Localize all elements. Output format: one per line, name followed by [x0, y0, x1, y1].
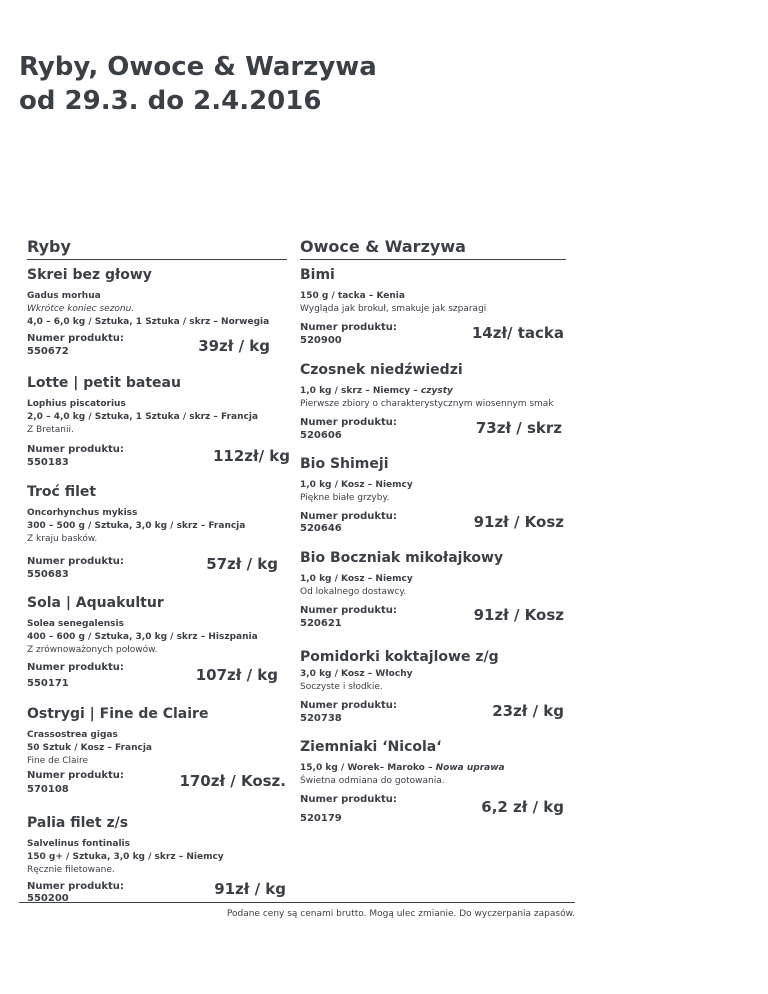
product-note: Piękne białe grzyby. [300, 493, 390, 503]
product-number: 570108 [27, 784, 69, 795]
column-heading-fish: Ryby [27, 237, 287, 260]
product-number: 550171 [27, 678, 69, 689]
product-number-label: Numer produktu: [27, 556, 124, 567]
product-ziemniaki [300, 738, 505, 788]
page-title-line1: Ryby, Owoce & Warzywa [19, 52, 377, 82]
product-number: 520646 [300, 523, 342, 534]
product-number: 550200 [27, 893, 69, 904]
product-spec: 150 g+ / Sztuka, 3,0 kg / skrz – Niemcy [27, 852, 224, 862]
product-skrei [27, 266, 269, 329]
product-number-label: Numer produktu: [300, 700, 397, 711]
product-ostrygi [27, 705, 208, 768]
product-number-label: Numer produktu: [27, 881, 124, 892]
product-number: 520179 [300, 813, 342, 824]
product-name: Bio Boczniak mikołajkowy [300, 550, 504, 566]
product-spec: 15,0 kg / Worek– Maroko – Nowa uprawa [300, 763, 505, 773]
product-note: Soczyste i słodkie. [300, 682, 383, 692]
page-title-line2: od 29.3. do 2.4.2016 [19, 86, 322, 116]
product-number: 520621 [300, 618, 342, 629]
product-note: Z Bretanii. [27, 425, 74, 435]
product-spec: 150 g / tacka – Kenia [300, 291, 405, 301]
product-spec: 2,0 – 4,0 kg / Sztuka, 1 Sztuka / skrz – Francja [27, 412, 259, 422]
product-price: 112zł/ kg [212, 447, 290, 465]
product-price: 6,2 zł / kg [481, 798, 564, 816]
product-number-label: Numer produktu: [27, 662, 124, 673]
product-number-label: Numer produktu: [300, 794, 397, 805]
product-name: Bimi [300, 267, 335, 283]
product-spec: 50 Sztuk / Kosz – Francja [27, 743, 152, 753]
product-note: Od lokalnego dostawcy. [300, 587, 407, 597]
product-note: Ręcznie filetowane. [27, 865, 115, 875]
product-number: 520606 [300, 430, 342, 441]
product-pomidorki [300, 648, 499, 694]
product-price: 73zł / skrz [475, 419, 562, 437]
product-number: 550672 [27, 346, 69, 357]
product-note: Pierwsze zbiory o charakterystycznym wiosennym smak [300, 399, 554, 409]
product-note: Wygląda jak brokuł, smakuje jak szparagi [300, 304, 487, 314]
product-name: Ostrygi | Fine de Claire [27, 706, 209, 722]
column-heading-produce: Owoce & Warzywa [300, 237, 566, 260]
product-spec-italic: czysty [420, 386, 453, 396]
product-spec: 400 – 600 g / Sztuka, 3,0 kg / skrz – Hiszpania [27, 632, 258, 642]
product-latin-name: Crassostrea gigas [27, 730, 118, 740]
product-latin-name: Solea senegalensis [27, 619, 124, 629]
product-number: 520738 [300, 713, 342, 724]
product-number-label: Numer produktu: [300, 417, 397, 428]
product-spec: 1,0 kg / Kosz – Niemcy [300, 574, 413, 584]
product-price: 91zł / Kosz [473, 606, 564, 624]
product-spec: 4,0 – 6,0 kg / Sztuka, 1 Sztuka / skrz – Norwegia [27, 317, 270, 327]
product-name: Sola | Aquakultur [27, 595, 164, 611]
product-number-label: Numer produktu: [300, 511, 397, 522]
product-palia [27, 814, 224, 877]
product-sola [27, 594, 258, 657]
product-note: Z zrównoważonych połowów. [27, 645, 158, 655]
product-latin-name: Salvelinus fontinalis [27, 839, 130, 849]
product-spec-italic: Nowa uprawa [435, 763, 505, 773]
product-spec: 3,0 kg / Kosz – Włochy [300, 669, 413, 679]
product-name: Ziemniaki ‘Nicola‘ [300, 739, 442, 755]
product-price: 170zł / Kosz. [179, 772, 286, 790]
product-number-label: Numer produktu: [300, 605, 397, 616]
product-troc [27, 483, 245, 546]
product-note: Świetna odmiana do gotowania. [300, 776, 445, 786]
product-czosnek [300, 361, 554, 411]
product-number-label: Numer produktu: [27, 444, 124, 455]
footer-divider [19, 902, 575, 903]
product-spec: 300 – 500 g / Sztuka, 3,0 kg / skrz – Francja [27, 521, 246, 531]
product-price: 91zł / Kosz [473, 513, 564, 531]
product-price: 57zł / kg [206, 555, 278, 573]
product-bimi [300, 266, 486, 316]
product-name: Czosnek niedźwiedzi [300, 362, 463, 378]
product-price: 14zł/ tacka [471, 324, 564, 342]
product-name: Pomidorki koktajlowe z/g [300, 649, 499, 665]
product-note: Z kraju basków. [27, 534, 98, 544]
product-name: Troć filet [27, 484, 97, 500]
footer-disclaimer: Podane ceny są cenami brutto. Mogą ulec zmianie. Do wyczerpania zapasów. [226, 909, 575, 919]
product-price: 91zł / kg [214, 880, 286, 898]
product-number: 520900 [300, 335, 342, 346]
product-bio-boczniak [300, 549, 503, 599]
product-number-label: Numer produktu: [27, 333, 124, 344]
product-name: Skrei bez głowy [27, 267, 152, 283]
product-price: 23zł / kg [492, 702, 564, 720]
product-number-label: Numer produktu: [27, 770, 124, 781]
product-number: 550683 [27, 569, 69, 580]
product-name: Palia filet z/s [27, 815, 129, 831]
product-price: 39zł / kg [198, 337, 270, 355]
product-latin-name: Gadus morhua [27, 291, 101, 301]
product-spec: 1,0 kg / Kosz – Niemcy [300, 480, 413, 490]
product-price: 107zł / kg [195, 666, 278, 684]
product-number-label: Numer produktu: [300, 322, 397, 333]
product-spec: 1,0 kg / skrz – Niemcy – czysty [300, 386, 453, 396]
product-lotte [27, 374, 258, 437]
page-title [19, 50, 377, 118]
product-note: Wkrótce koniec sezonu. [27, 304, 135, 314]
product-name: Lotte | petit bateau [27, 375, 181, 391]
product-bio-shimeji [300, 455, 413, 505]
product-latin-name: Oncorhynchus mykiss [27, 508, 138, 518]
product-note: Fine de Claire [27, 756, 89, 766]
product-latin-name: Lophius piscatorius [27, 399, 126, 409]
product-number: 550183 [27, 457, 69, 468]
product-name: Bio Shimeji [300, 456, 389, 472]
